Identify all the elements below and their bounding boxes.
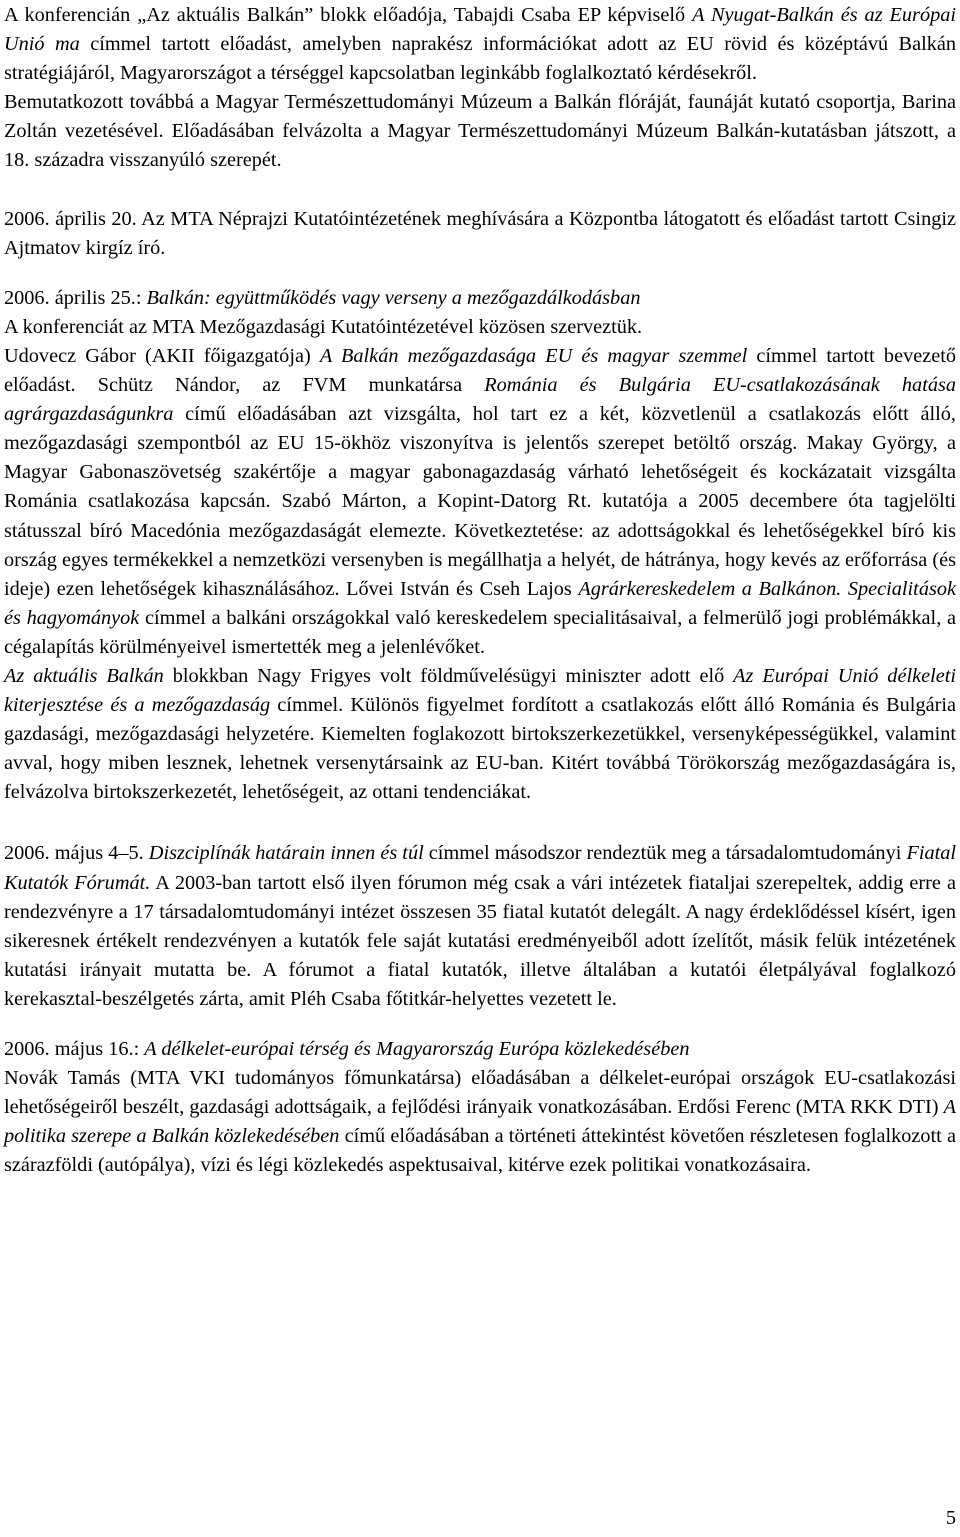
text-run: A konferencián „Az aktuális Balkán” blokk előadója, Tabajdi Csaba EP képviselő [4, 4, 693, 26]
text-run: címmel tartott bevezető előadást. Schütz Nándor, az FVM munkatársa [4, 344, 956, 397]
italic-title: A Balkán mezőgazdasága EU és magyar szemmel [319, 344, 748, 367]
italic-title: A politika szerepe a Balkán közlekedésében [4, 1096, 956, 1148]
text-run: Udovecz Gábor (AKII főigazgatója) [4, 344, 320, 367]
italic-title: A Nyugat-Balkán és az Európai Unió ma [4, 4, 956, 56]
text-run: Bemutatkozott továbbá a Magyar Természettudományi Múzeum a Balkán flóráját, faunáját kutató csoportja, Barina Zoltán vezetésével. Előadásában felvázolta a Magyar Természettudományi Múzeum Balkán-kutatásban játszott, a 18. századra visszanyúló szerepét. [4, 91, 956, 172]
text-run: Novák Tamás (MTA VKI tudományos főmunkatársa) előadásában a délkelet-európai országok EU-csatlakozási lehetőségeiről beszélt, gazdasági adottságaik, a fejlődési irányaik vonatkozásában. Erdősi Ferenc (MTA RKK DTI) [4, 1067, 956, 1119]
text-run: címmel a balkáni országokkal való kereskedelem specialitásaival, a felmerülő jogi problémákkal, a cégalapítás körülményeivel ismertették meg a jelenlévőket. [4, 606, 957, 658]
paragraph-gap [4, 176, 956, 205]
text-run: blokkban Nagy Frigyes volt földművelésügyi miniszter adott elő [163, 664, 734, 687]
text-run: címmel másodszor rendeztük meg a társadalomtudományi [423, 842, 907, 865]
paragraph-gap [4, 807, 956, 839]
italic-title: A délkelet-európai térség és Magyarország Európa közlekedésében [144, 1038, 690, 1060]
text-run: A 2003-ban tartott első ilyen fórumon még csak a vári intézetek fiataljai szerepeltek, addig erre a rendezvényre a 17 társadalomtudományi intézet összesen 35 fiatal kutatót delegált. A nagy érdeklődéssel kísért, igen sikeresnek értékelt rendezvényen a kutatók fele saját kutatási eredményeiből adott ízelítőt, másik felük intézetének kutatási irányait mutatta be. A fórumot a fiatal kutatók, illetve általában a kutatói életpályával foglalkozó kerekasztal-beszélgetés zárta, amit Pléh Csaba főtitkár-helyettes vezetett le. [4, 871, 956, 1010]
paragraph-may-4-5 [4, 839, 956, 1014]
italic-title: Agrárkereskedelem a Balkánon. Specialitások és hagyományok [4, 577, 956, 629]
italic-title: Az Európai Unió délkeleti kiterjesztése és a mezőgazdaság [4, 664, 956, 717]
document-page [4, 0, 956, 1180]
italic-title: Balkán: együttműködés vagy verseny a mezőgazdálkodásban [146, 286, 641, 309]
paragraph-gap [4, 263, 956, 284]
text-run: 2006. április 25.: [4, 286, 147, 309]
paragraph-natural-history-museum [4, 88, 956, 175]
text-run: A konferenciát az MTA Mezőgazdasági Kutatóintézetével közösen szerveztük. [4, 315, 643, 338]
page-number: 5 [945, 1507, 956, 1529]
italic-title: Diszciplínák határain innen és túl [148, 842, 424, 865]
text-run: című előadásában azt vizsgálta, hol tart ez a két, közvetlenül a csatlakozás előtt álló, mezőgazdasági szempontból az EU 15-ökhöz viszonyítva is jelentős szerepet betöltő ország. Makay György, a Magyar Gabonaszövetség szakértője a magyar gabonagazdaság várható lehetőségeit és kockázatait vizsgálta Románia csatlakozása kapcsán. Szabó Márton, a Kopint-Datorg Rt. kutatója a 2005 decembere óta tagjelölti státusszal bíró Macedónia mezőgazdaságát elemezte. Következtetése: az adottságokkal és lehetőségekkel bíró kis ország egyes termékekkel a nemzetközi versenyben is megállhatja a helyét, de hátránya, hogy kevés az erőforrása (és ideje) ezen lehetőségek kihasználásához. Lővei István és Cseh Lajos [4, 403, 956, 600]
paragraph-april-20 [4, 205, 956, 263]
italic-title: Fiatal Kutatók Fórumát. [4, 842, 957, 894]
text-run: címmel. Különös figyelmet fordított a csatlakozás előtt álló Románia és Bulgária gazdasági, mezőgazdasági helyzetére. Kiemelten foglakozott birtokszerkezetükkel, versenyképességükkel, valamint avval, hogy miben lesznek, lehetnek versenytársaink az EU-ban. Kitért továbbá Törökország mezőgazdaságára is, felvázolva birtokszerkezetét, lehetőségeit, az ottani tendenciákat. [4, 694, 956, 804]
text-run: címmel tartott előadást, amelyben naprakész információkat adott az EU rövid és középtávú Balkán stratégiájáról, Magyarországot a térséggel kapcsolatban leginkább foglalkoztató kérdésekről. [4, 33, 957, 85]
text-run: című előadásában a történeti áttekintést követően részletesen foglalkozott a szárazföldi (autópálya), vízi és légi közlekedés aspektusaival, kitérve ezek politikai vonatkozásaira. [4, 1125, 956, 1177]
italic-title: Románia és Bulgária EU-csatlakozásának hatása agrárgazdaságunkra [4, 374, 956, 426]
paragraph-may-16 [4, 1035, 956, 1180]
text-run: 2006. április 20. Az MTA Néprajzi Kutatóintézetének meghívására a Központba látogatott és előadást tartott Csingiz Ajtmatov kirgíz író. [4, 207, 956, 259]
text-run: 2006. május 4–5. [4, 842, 149, 865]
paragraph-balkan-block-tabajdi [4, 1, 956, 88]
paragraph-april-25 [4, 284, 956, 808]
paragraph-gap [4, 1014, 956, 1035]
text-run: 2006. május 16.: [4, 1038, 145, 1060]
italic-title: Az aktuális Balkán [4, 664, 164, 687]
